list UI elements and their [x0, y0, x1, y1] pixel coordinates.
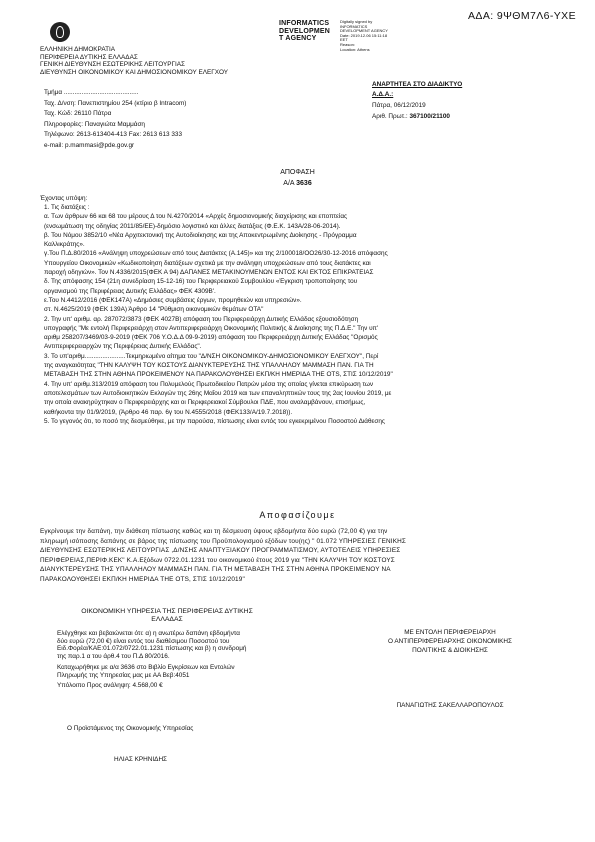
contact-line: Ταχ. Κώδ: 26110 Πάτρα — [44, 110, 112, 117]
finance-title-line: ΕΛΛΑΔΑΣ — [151, 616, 183, 623]
considering-line: Υπουργείου Οικονομικών «Κωδικοποίηση διατάξεων σχετικά με την ανάληψη υποχρεώσεων από τους διατάκτες και — [44, 259, 371, 267]
finance-line: Καταχωρήθηκε με α/α 3636 στο Βιβλίο Εγκρίσεων και Εντολών — [57, 664, 235, 672]
considering-line: στ. Ν.4625/2019 (ΦΕΚ 139Α) Άρθρο 14 "Ρύθμιση οικονομικών θεμάτων ΟΤΑ" — [44, 306, 264, 314]
date: Πάτρα, 06/12/2019 — [372, 102, 426, 109]
decide-heading: Αποφασίζουμε — [259, 510, 336, 520]
sig-line: Date: 2019.12.06 15:11:18 — [340, 32, 388, 38]
finance-line: Πληρωμής της Υπηρεσίας μας με ΑΑ Βεβ:4051 — [57, 671, 190, 679]
considering-line: δ. Της απόφασης 154 (21η συνεδρίαση 15-12-16) του Περιφερειακού Συμβουλίου «Έγκριση τροποποίησης του — [44, 278, 358, 286]
sig-line: INFORMATICS — [340, 23, 368, 29]
considering-line: 3. Το υπ'αριθμ.......................Τεκμηριωμένο αίτημα του "Δ/ΝΣΗ ΟΙΚΟΝΟΜΙΚΟΥ-ΔΗΜΟΣΙΟΝΟΜΙΚΟΥ ΕΛΕΓΧΟΥ", Περί — [44, 352, 379, 360]
considering-line: 5. Το γεγονός ότι, το ποσό της δεσμεύθηκε, με την παρούσα, πίστωσης είναι εντός του εγκεκριμένου Ποσοστού Διάθεσης — [44, 417, 385, 425]
considering-line: γ.Του Π.Δ.80/2016 «Ανάληψη υποχρεώσεων από τους Διατάκτες (Α.145)» και της 2/100018/ΟΟ26/30-12-2016 απόφασης — [44, 250, 388, 258]
digital-signature-text — [340, 20, 388, 52]
internet-post-label: ΑΝΑΡΤΗΤΕΑ ΣΤΟ ΔΙΑΔΙΚΤΥΟ — [372, 81, 463, 88]
considering-list — [44, 203, 564, 426]
it-agency-line-1: INFORMATICS — [279, 20, 330, 27]
finance-text — [57, 630, 246, 689]
finance-line: της παρ.1 α του άρθ.4 του Π.Δ 80/2016. — [57, 652, 170, 660]
considering-line: υπογραφής "Με εντολή Περιφερειάρχη στον Αντιπεριφερειάρχη Οικονομικής Πολιτικής & Διοίκησης της Π.Δ.Ε." Την υπ' — [44, 324, 379, 332]
signer-line: ΠΟΛΙΤΙΚΗΣ & ΔΙΟΙΚΗΣΗΣ — [412, 647, 488, 654]
signer-name: ΠΑΝΑΓΙΩΤΗΣ ΣΑΚΕΛΛΑΡΟΠΟΥΛΟΣ — [396, 702, 504, 709]
ada-label: Α.Δ.Α.: — [372, 91, 394, 98]
greek-emblem-icon — [50, 22, 70, 42]
finance-balance: Υπόλοιπο Προς ανάληψη: 4.568,00 € — [57, 681, 163, 689]
sig-line: EET — [340, 37, 348, 43]
protocol-value: 367100/21100 — [409, 113, 450, 120]
header-line: ΓΕΝΙΚΗ ΔΙΕΥΘΥΝΣΗ ΕΣΩΤΕΡΙΚΗΣ ΛΕΙΤΟΥΡΓΙΑΣ — [40, 61, 186, 69]
ada-code: ΑΔΑ: 9ΨΘΜ7Λ6-ΥΧΕ — [468, 10, 576, 22]
signer-line: ΜΕ ΕΝΤΟΛΗ ΠΕΡΙΦΕΡΕΙΑΡΧΗ — [404, 629, 496, 636]
considering-line: την οποία ανακηρύχτηκαν ο Περιφερειάρχης και οι Περιφερειακοί Σύμβουλοι ΠΔΕ, που αναλαμβάνουν, επισήμως, — [44, 399, 366, 407]
decide-line: πληρωμή ισόποσης δαπάνης σε βάρος της πίστωσης του Προϋπολογισμού εξόδων του(ης) " 01.072 ΥΠΗΡΕΣΙΕΣ ΓΕΝΙΚΗΣ — [40, 537, 407, 545]
it-agency-stamp — [279, 20, 330, 43]
signer-block — [340, 628, 560, 655]
decision-number-label: Α/Α — [283, 180, 295, 187]
signer-name-wrap — [340, 702, 560, 710]
protocol-line — [372, 111, 462, 122]
considering-line: παροχή οδηγιών». Τον Ν.4336/2015(ΦΕΚ Α 94) ΔΑΠΑΝΕΣ ΜΕΤΑΚΙΝΟΥΜΕΝΩΝ ΕΝΤΟΣ ΚΑΙ ΕΚΤΟΣ ΕΠΙΚΡΑΤΕΙΑΣ — [44, 269, 374, 277]
decide-line: ΔΙΑΝΥΚΤΕΡΕΥΣΗΣ ΤΗΣ ΥΠΑΛΛΗΛΟΥ ΜΑΜΜΑΣΗ ΠΑΝ. ΓΙΑ ΤΗ ΜΕΤΑΒΑΣΗ ΤΗΣ ΣΤΗΝ ΑΘΗΝΑ ΠΡΟΚΕΙΜΕΝΟΥ ΝΑ — [40, 566, 391, 573]
considering-line: ε.Του Ν.4412/2016 (ΦΕΚ147Α) «Δημόσιες συμβάσεις έργων, προμηθειών και υπηρεσιών». — [44, 296, 302, 304]
decide-text — [40, 527, 560, 584]
decide-line: ΠΕΡΙΦΕΡΕΙΑΣ,ΠΕΡΙΦ.ΚΕΚ" Κ.Α.Εξόδων 0722.01.1231 του οικονομικού έτους 2019 για "ΤΗΝ ΚΑΛΥΨΗ ΤΟΥ ΚΟΣΤΟΥΣ — [40, 556, 395, 564]
considering-line: αποτελεσμάτων των Αυτοδιοικητικών Εκλογών της 26ης Μαΐου 2019 και των επαναληπτικών τους της 2ας Ιουνίου 2019, με — [44, 389, 392, 397]
finance-line: Ελέγχθηκε και βεβαιώνεται ότι: α) η ανωτέρω δαπάνη εβδομήντα — [57, 630, 240, 637]
sig-line: DEVELOPMENT AGENCY — [340, 28, 388, 34]
decision-title: ΑΠΟΦΑΣΗ — [280, 169, 315, 176]
decision-title-block — [0, 167, 595, 189]
contact-line: Τμήμα .......................................... — [44, 89, 139, 96]
finance-line: Ειδ.Φορέα/ΚΑΕ:01.072/0722.01.1231 πίστωσης και β) η συνδρομή — [57, 645, 247, 653]
considering-line: αριθμ 258207/3469/03-9-2019 (ΦΕΚ 706 Υ.Ο.Δ.Δ 09-9-2019) απόφαση του Περιφερειάρχη Δυτικής Ελλάδας "Ορισμός — [44, 334, 378, 342]
header-line: ΠΕΡΙΦΕΡΕΙΑ ΔΥΤΙΚΗΣ ΕΛΛΑΔΑΣ — [40, 53, 138, 61]
right-info-block — [372, 80, 462, 122]
finance-title — [42, 608, 292, 624]
finance-line: δύο ευρώ (72,00 €) είναι εντός του διαθέσιμου Ποσοστού του — [57, 637, 230, 645]
header-line: ΔΙΕΥΘΥΝΣΗ ΟΙΚΟΝΟΜΙΚΟΥ ΚΑΙ ΔΗΜΟΣΙΟΝΟΜΙΚΟΥ ΕΛΕΓΧΟΥ — [40, 68, 229, 76]
sig-line: Reason: — [340, 41, 355, 47]
considering-line: της αναγκαιότητας "ΤΗΝ ΚΑΛΥΨΗ ΤΟΥ ΚΟΣΤΟΥΣ ΔΙΑΝΥΚΤΕΡΕΥΣΗΣ ΤΗΣ ΥΠΑΛΛΗΛΟΥ ΜΑΜΜΑΣΗ ΠΑΝ. ΓΙΑ ΤΗ — [44, 362, 374, 370]
it-agency-line-2: DEVELOPMEN — [279, 27, 331, 35]
decision-number-value: 3636 — [296, 180, 312, 187]
finance-head-label: Ο Προϊστάμενος της Οικονομικής Υπηρεσίας — [67, 725, 194, 732]
header-line: ΕΛΛΗΝΙΚΗ ΔΗΜΟΚΡΑΤΙΑ — [40, 46, 116, 53]
decide-line: ΔΙΕΥΘΥΝΣΗΣ ΕΣΩΤΕΡΙΚΗΣ ΛΕΙΤΟΥΡΓΙΑΣ ,Δ/ΝΣΗΣ ΑΝΑΠΤΥΞΙΑΚΟΥ ΠΡΟΓΡΑΜΜΑΤΙΣΜΟΥ, ΑΥΤΟΤΕΛΕΙΣ ΥΠΗΡΕΣΙΕΣ — [40, 547, 401, 554]
considering-line: 2. Την υπ' αριθμ. αρ. 287072/3873 (ΦΕΚ 4027Β) απόφαση του Περιφερειάρχη Δυτικής Ελλάδας εξουσιοδότηση — [44, 315, 359, 323]
considering-line: α. Των άρθρων 66 και 68 του μέρους Δ του Ν.4270/2014 «Αρχές δημοσιονομικής διαχείρισης και εποπτείας — [44, 213, 348, 221]
considering-line: 1. Τις διατάξεις : — [44, 204, 90, 211]
header-block — [40, 46, 228, 76]
considering-intro: Έχοντας υπόψη: — [40, 195, 88, 202]
considering-line: 4. Την υπ' αριθμ.313/2019 απόφαση του Πολυμελούς Πρωτοδικείου Πατρών μέσα της οποίας γίνεται επικύρωση των — [44, 380, 374, 388]
protocol-label: Αριθ. Πρωτ.: — [372, 113, 408, 120]
considering-line: Αντιπεριφερειαρχών της Περιφέρειας Δυτικής Ελλάδας". — [44, 343, 202, 351]
considering-line: Καλλικράτης». — [44, 241, 85, 249]
considering-line: καθήκοντα την 01/9/2019, (Άρθρο 46 παρ. 6γ του Ν.4555/2018 (ΦΕΚ133/Α/19.7.2018)). — [44, 408, 293, 416]
contact-line: Τηλέφωνο: 2613-613404-413 Fax: 2613 613 333 — [44, 131, 183, 138]
sig-line: Location: Athens — [340, 46, 370, 52]
considering-line: (ενσωμάτωση της οδηγίας 2011/85/ΕΕ)-δημόσιο λογιστικό και άλλες διατάξεις (Φ.Ε.Κ. 143Α/28-06-2014). — [44, 222, 341, 230]
finance-title-line: ΟΙΚΟΝΟΜΙΚΗ ΥΠΗΡΕΣΙΑ ΤΗΣ ΠΕΡΙΦΕΡΕΙΑΣ ΔΥΤΙΚΗΣ — [81, 608, 253, 615]
decide-line: Εγκρίνουμε την δαπάνη, την διάθεση πίστωσης καθώς και τη δέσμευση ύψους εβδομήντα δύο ευρώ (72,00 €) για την — [40, 528, 388, 535]
sig-line: Digitally signed by — [340, 19, 373, 24]
decision-number — [0, 178, 595, 189]
contact-block — [44, 88, 186, 151]
decide-heading-wrap — [0, 510, 595, 520]
email-line: e-mail: p.mammasi@pde.gov.gr — [44, 141, 135, 149]
finance-head-name: ΗΛΙΑΣ ΚΡΗΝΙΔΗΣ — [114, 756, 168, 763]
contact-line: Ταχ. Δ/νση: Πανεπιστημίου 254 (κτίριο β Intracom) — [44, 99, 187, 107]
signer-line: Ο ΑΝΤΙΠΕΡΙΦΕΡΕΙΑΡΧΗΣ ΟΙΚΟΝΟΜΙΚΗΣ — [388, 638, 512, 645]
considering-line: οργανισμού της Περιφέρειας Δυτικής Ελλάδας» ΦΕΚ 4309Β'. — [44, 287, 216, 295]
considering-line: ΜΕΤΑΒΑΣΗ ΤΗΣ ΣΤΗΝ ΑΘΗΝΑ ΠΡΟΚΕΙΜΕΝΟΥ ΝΑ ΠΑΡΑΚΟΛΟΥΘΗΣΕΙ ΕΚΠ/ΚΗ ΗΜΕΡΙΔΑ THE OTS, ΣΤΙΣ 10/12/2019" — [44, 371, 393, 379]
considering-line: β. Του Νόμου 3852/10 «Νέα Αρχιτεκτονική της Αυτοδιοίκησης και της Αποκεντρωμένης Διοίκησης - Πρόγραμμα — [44, 231, 357, 239]
contact-line: Πληροφορίες: Παναγιώτα Μαμμάση — [44, 120, 145, 128]
decide-line: ΠΑΡΑΚΟΛΟΥΘΗΣΕΙ ΕΚΠ/ΚΗ ΗΜΕΡΙΔΑ THE OTS, ΣΤΙΣ 10/12/2019" — [40, 575, 245, 583]
it-agency-line-3: T AGENCY — [279, 35, 317, 43]
